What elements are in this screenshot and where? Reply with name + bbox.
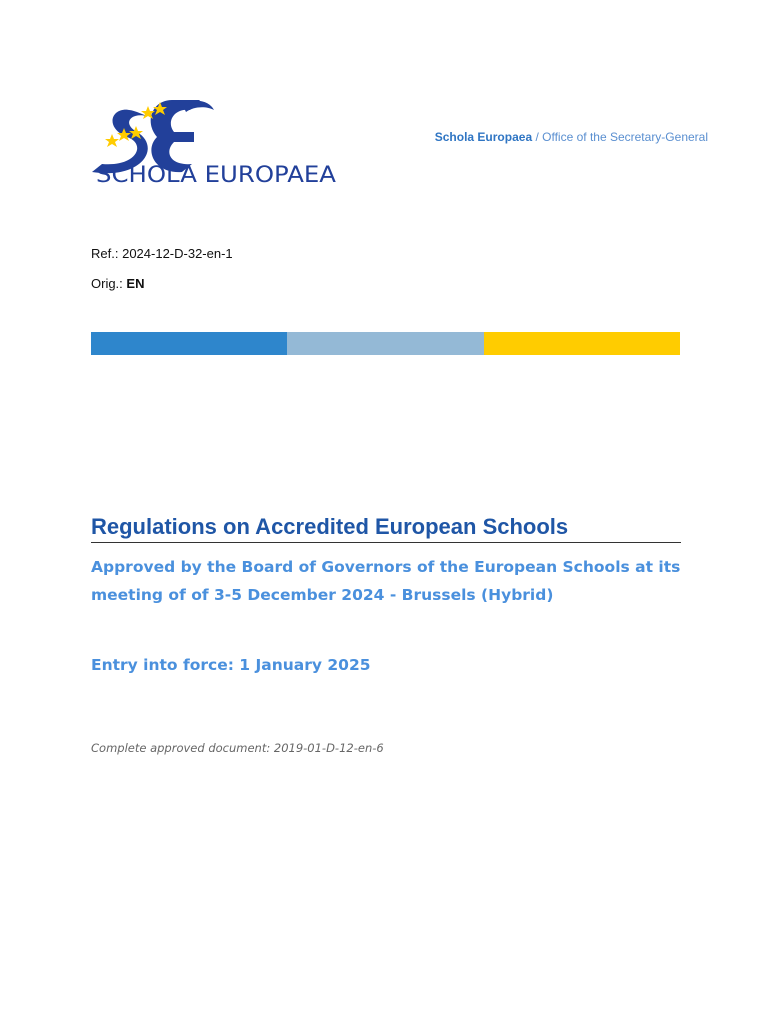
orig-row [91, 276, 233, 306]
subtitle-line-1: Approved by the Board of Governors of the European Schools at its [91, 558, 681, 576]
color-bar-segment-yellow [484, 332, 680, 355]
separator: / [532, 130, 543, 144]
office-line [435, 130, 708, 144]
approval-subtitle [91, 553, 691, 609]
ref-label: Ref.: [91, 246, 119, 261]
entry-into-force: Entry into force: 1 January 2025 [91, 656, 371, 674]
organization-name: Schola Europaea [434, 130, 533, 144]
orig-label: Orig.: [91, 276, 123, 291]
office-name: Office of the Secretary-General [542, 130, 708, 144]
document-title: Regulations on Accredited European Schools [91, 514, 681, 543]
color-bar-segment-light-blue [287, 332, 483, 355]
ref-row [91, 246, 233, 276]
ref-value: 2024-12-D-32-en-1 [122, 246, 233, 261]
schola-europaea-logo [82, 92, 342, 188]
complete-document-reference: Complete approved document: 2019-01-D-12-en-6 [91, 741, 384, 755]
color-bar [91, 332, 680, 355]
subtitle-line-2: meeting of of 3-5 December 2024 - Brussels (Hybrid) [91, 586, 554, 604]
color-bar-segment-blue [91, 332, 287, 355]
orig-value: EN [126, 276, 145, 291]
reference-block [91, 246, 233, 306]
logo-wordmark: SCHOLA EUROPAEA [96, 163, 336, 188]
